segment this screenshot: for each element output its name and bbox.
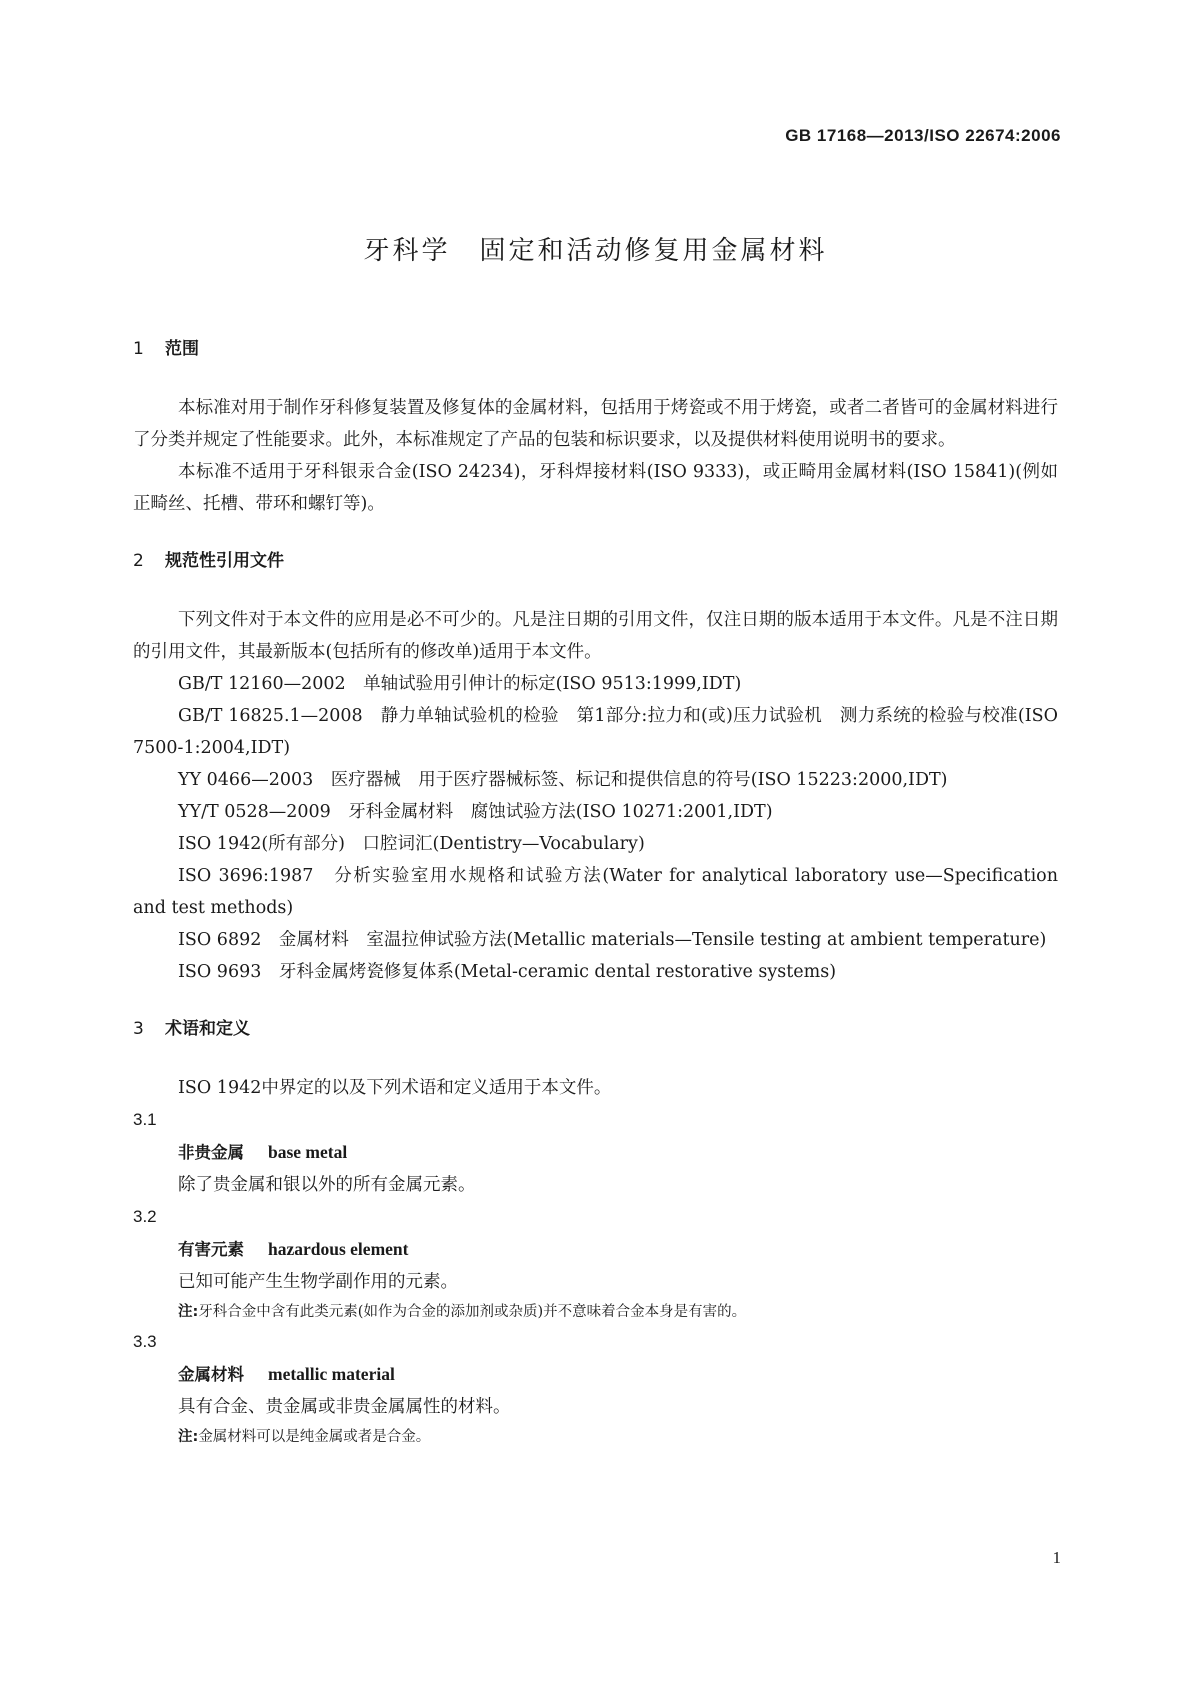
term-number: 3.1 <box>133 1110 157 1129</box>
term-english: hazardous element <box>268 1239 409 1259</box>
reference-item: GB/T 12160—2002 单轴试验用引伸计的标定(ISO 9513:1999,IDT) <box>178 674 742 694</box>
term-definition: 除了贵金属和银以外的所有金属元素。 <box>178 1175 476 1195</box>
paragraph: ISO 1942中界定的以及下列术语和定义适用于本文件。 <box>178 1078 612 1098</box>
reference-item: ISO 3696:1987 分析实验室用水规格和试验方法(Water for analytical laboratory use—Specification and test methods) <box>133 866 1058 918</box>
reference-item: YY/T 0528—2009 牙科金属材料 腐蚀试验方法(ISO 10271:2001,IDT) <box>178 802 773 822</box>
term-name <box>133 1358 1058 1391</box>
term-english: metallic material <box>268 1364 395 1384</box>
section-title: 规范性引用文件 <box>165 551 284 571</box>
document-body <box>133 338 1058 1451</box>
reference-item: GB/T 16825.1—2008 静力单轴试验机的检验 第1部分:拉力和(或)压力试验机 测力系统的检验与校准(ISO 7500-1:2004,IDT) <box>133 706 1058 758</box>
term-entry <box>133 1201 1058 1326</box>
standard-number: GB 17168—2013/ISO 22674:2006 <box>785 126 1061 145</box>
term-number: 3.2 <box>133 1207 157 1226</box>
term-chinese: 金属材料 <box>178 1365 244 1384</box>
paragraph: 本标准对用于制作牙科修复装置及修复体的金属材料，包括用于烤瓷或不用于烤瓷，或者二者皆可的金属材料进行了分类并规定了性能要求。此外，本标准规定了产品的包装和标识要求，以及提供材料使用说明书的要求。 <box>133 398 1058 450</box>
section-number: 3 <box>133 1019 144 1039</box>
section-number: 1 <box>133 339 144 359</box>
reference-item: YY 0466—2003 医疗器械 用于医疗器械标签、标记和提供信息的符号(ISO 15223:2000,IDT) <box>178 770 948 790</box>
section-number: 2 <box>133 551 144 571</box>
reference-item: ISO 6892 金属材料 室温拉伸试验方法(Metallic materials—Tensile testing at ambient temperature) <box>178 930 1047 950</box>
term-definition: 具有合金、贵金属或非贵金属属性的材料。 <box>178 1397 511 1417</box>
term-chinese: 非贵金属 <box>178 1143 244 1162</box>
term-name <box>133 1136 1058 1169</box>
section-heading-scope <box>133 338 1058 360</box>
term-entry <box>133 1104 1058 1201</box>
note-label: 注: <box>178 1304 199 1320</box>
page-number: 1 <box>1052 1548 1061 1567</box>
note-text: 金属材料可以是纯金属或者是合金。 <box>198 1429 431 1445</box>
reference-item: ISO 1942(所有部分) 口腔词汇(Dentistry—Vocabulary) <box>178 834 645 854</box>
note-label: 注: <box>178 1429 199 1445</box>
section-title: 术语和定义 <box>165 1019 250 1039</box>
term-chinese: 有害元素 <box>178 1240 244 1259</box>
term-english: base metal <box>268 1142 348 1162</box>
term-definition: 已知可能产生生物学副作用的元素。 <box>178 1272 458 1292</box>
term-entry <box>133 1326 1058 1451</box>
note-text: 牙科合金中含有此类元素(如作为合金的添加剂或杂质)并不意味着合金本身是有害的。 <box>198 1304 747 1320</box>
term-note <box>133 1423 1058 1451</box>
term-number: 3.3 <box>133 1332 157 1351</box>
section-heading-normative-references <box>133 550 1058 572</box>
term-note <box>133 1298 1058 1326</box>
document-title: 牙科学 固定和活动修复用金属材料 <box>363 236 828 266</box>
reference-item: ISO 9693 牙科金属烤瓷修复体系(Metal-ceramic dental restorative systems) <box>178 962 837 982</box>
section-heading-terms-definitions <box>133 1018 1058 1040</box>
paragraph: 本标准不适用于牙科银汞合金(ISO 24234)，牙科焊接材料(ISO 9333)，或正畸用金属材料(ISO 15841)(例如正畸丝、托槽、带环和螺钉等)。 <box>133 462 1058 514</box>
paragraph: 下列文件对于本文件的应用是必不可少的。凡是注日期的引用文件，仅注日期的版本适用于本文件。凡是不注日期的引用文件，其最新版本(包括所有的修改单)适用于本文件。 <box>133 610 1058 662</box>
section-title: 范围 <box>165 339 199 359</box>
term-name <box>133 1233 1058 1266</box>
